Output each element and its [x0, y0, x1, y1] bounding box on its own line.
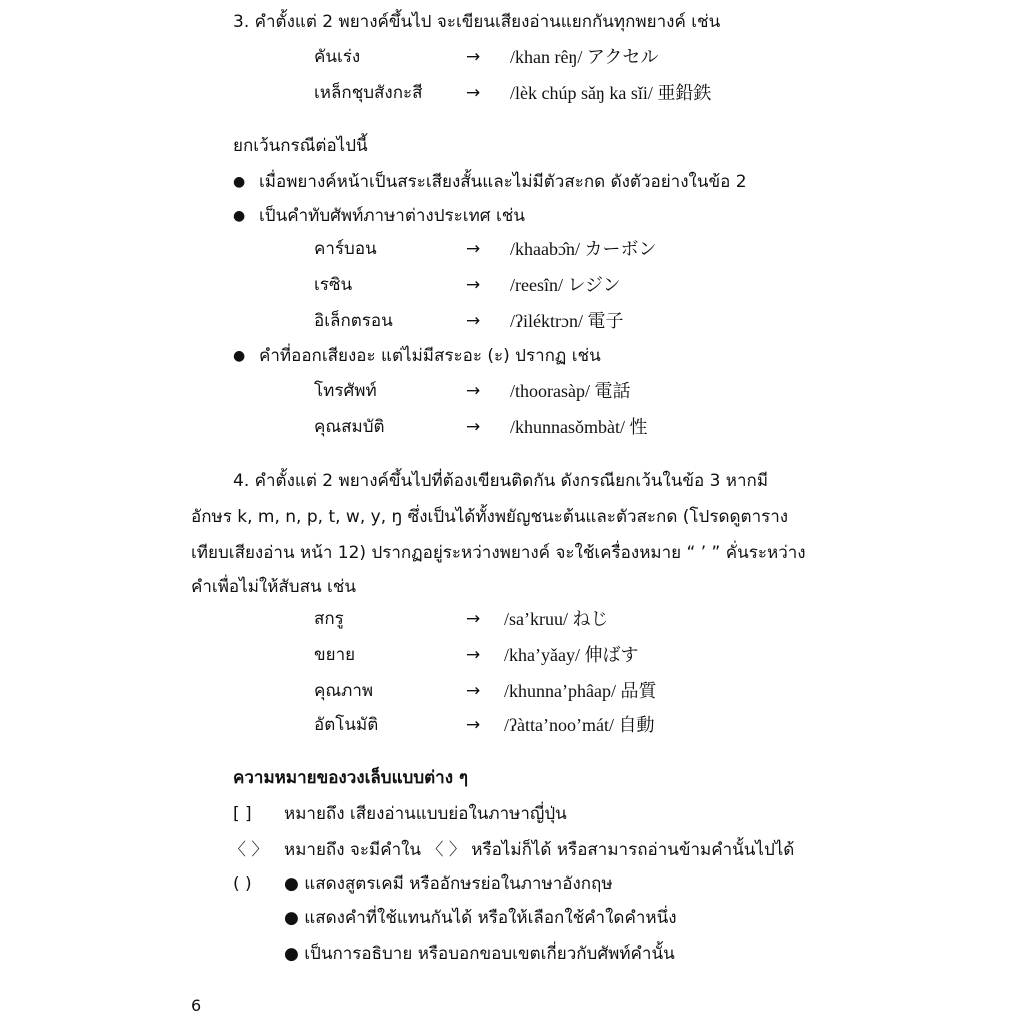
bullet-icon: ● [233, 174, 246, 190]
example-reading: /kha’yǎay/ 伸ばす [504, 645, 639, 665]
arrow-icon: → [466, 609, 481, 629]
example-reading: /thoorasàp/ 電話 [510, 381, 631, 401]
bullet-icon: ● [233, 348, 246, 364]
square-bracket-text: หมายถึง เสียงอ่านแบบย่อในภาษาญี่ปุ่น [284, 804, 567, 824]
arrow-icon: → [466, 645, 481, 665]
example-thai: ขยาย [314, 645, 356, 665]
arrow-icon: → [466, 381, 481, 401]
example-reading: /lèk chúp sǎŋ ka sǐi/ 亜鉛鉄 [510, 83, 712, 103]
arrow-icon: → [466, 681, 481, 701]
example-thai: เรซิน [314, 275, 353, 295]
brackets-heading: ความหมายของวงเล็บแบบต่าง ๆ [233, 768, 469, 788]
angle-bracket-mark: 〈 〉 [229, 840, 269, 860]
page-number: 6 [191, 996, 202, 1015]
example-row [314, 80, 814, 106]
example-thai: อัตโนมัติ [314, 715, 379, 735]
exception-bullet-1: เมื่อพยางค์หน้าเป็นสระเสียงสั้นและไม่มีตัวสะกด ดังตัวอย่างในข้อ 2 [259, 172, 747, 192]
arrow-icon: → [466, 47, 481, 67]
example-thai: คุณภาพ [314, 681, 374, 701]
example-row [314, 272, 814, 298]
example-thai: คันเร่ง [314, 47, 361, 67]
section4-line-4: คำเพื่อไม่ให้สับสน เช่น [191, 577, 356, 597]
arrow-icon: → [466, 239, 481, 259]
arrow-icon: → [466, 275, 481, 295]
exception-bullet-2: เป็นคำทับศัพท์ภาษาต่างประเทศ เช่น [259, 206, 525, 226]
example-row [314, 606, 814, 632]
exception-bullet-3: คำที่ออกเสียงอะ แต่ไม่มีสระอะ (ะ) ปรากฏ เช่น [259, 346, 601, 366]
example-reading: /sa’kruu/ ねじ [504, 609, 609, 629]
example-reading: /ʔàtta’noo’mát/ 自動 [504, 715, 655, 735]
arrow-icon: → [466, 311, 481, 331]
exceptions-intro: ยกเว้นกรณีต่อไปนี้ [233, 136, 368, 156]
example-row [314, 414, 814, 440]
example-reading: /khunnasǒmbàt/ 性 [510, 417, 648, 437]
example-thai: คุณสมบัติ [314, 417, 385, 437]
example-row [314, 642, 814, 668]
paren-item: ● เป็นการอธิบาย หรือบอกขอบเขตเกี่ยวกับศัพท์คำนั้น [284, 944, 675, 964]
square-bracket-mark: [ ] [233, 804, 252, 824]
section4-line-3: เทียบเสียงอ่าน หน้า 12) ปรากฏอยู่ระหว่างพยางค์ จะใช้เครื่องหมาย “ ’ ” คั่นระหว่าง [191, 543, 806, 563]
example-row [314, 44, 814, 70]
example-thai: เหล็กชุบสังกะสี [314, 83, 423, 103]
angle-bracket-text: หมายถึง จะมีคำใน 〈 〉 หรือไม่ก็ได้ หรือสามารถอ่านข้ามคำนั้นไปได้ [284, 840, 795, 860]
example-row [314, 712, 814, 738]
example-thai: คาร์บอน [314, 239, 377, 259]
arrow-icon: → [466, 715, 481, 735]
example-reading: /khan rêŋ/ アクセル [510, 47, 659, 67]
example-row [314, 308, 814, 334]
example-reading: /khunna’phâap/ 品質 [504, 681, 657, 701]
example-thai: อิเล็กตรอน [314, 311, 393, 331]
example-reading: /ʔiléktrɔn/ 電子 [510, 311, 624, 331]
section4-line-2: อักษร k, m, n, p, t, w, y, ŋ ซึ่งเป็นได้ทั้งพยัญชนะต้นและตัวสะกด (โปรดดูตาราง [191, 507, 789, 527]
example-row [314, 236, 814, 262]
arrow-icon: → [466, 417, 481, 437]
example-thai: สกรู [314, 609, 344, 629]
example-reading: /reesîn/ レジン [510, 275, 621, 295]
example-row [314, 678, 814, 704]
paren-item: ● แสดงคำที่ใช้แทนกันได้ หรือให้เลือกใช้คำใดคำหนึ่ง [284, 908, 677, 928]
example-reading: /khaabɔ̂n/ カーボン [510, 239, 657, 259]
section4-line-1: 4. คำตั้งแต่ 2 พยางค์ขึ้นไปที่ต้องเขียนติดกัน ดังกรณียกเว้นในข้อ 3 หากมี [233, 471, 769, 491]
example-row [314, 378, 814, 404]
section3-intro: 3. คำตั้งแต่ 2 พยางค์ขึ้นไป จะเขียนเสียงอ่านแยกกันทุกพยางค์ เช่น [233, 12, 721, 32]
example-thai: โทรศัพท์ [314, 381, 377, 401]
arrow-icon: → [466, 83, 481, 103]
paren-mark: ( ) [233, 874, 252, 894]
paren-item: ● แสดงสูตรเคมี หรืออักษรย่อในภาษาอังกฤษ [284, 874, 613, 894]
bullet-icon: ● [233, 208, 246, 224]
